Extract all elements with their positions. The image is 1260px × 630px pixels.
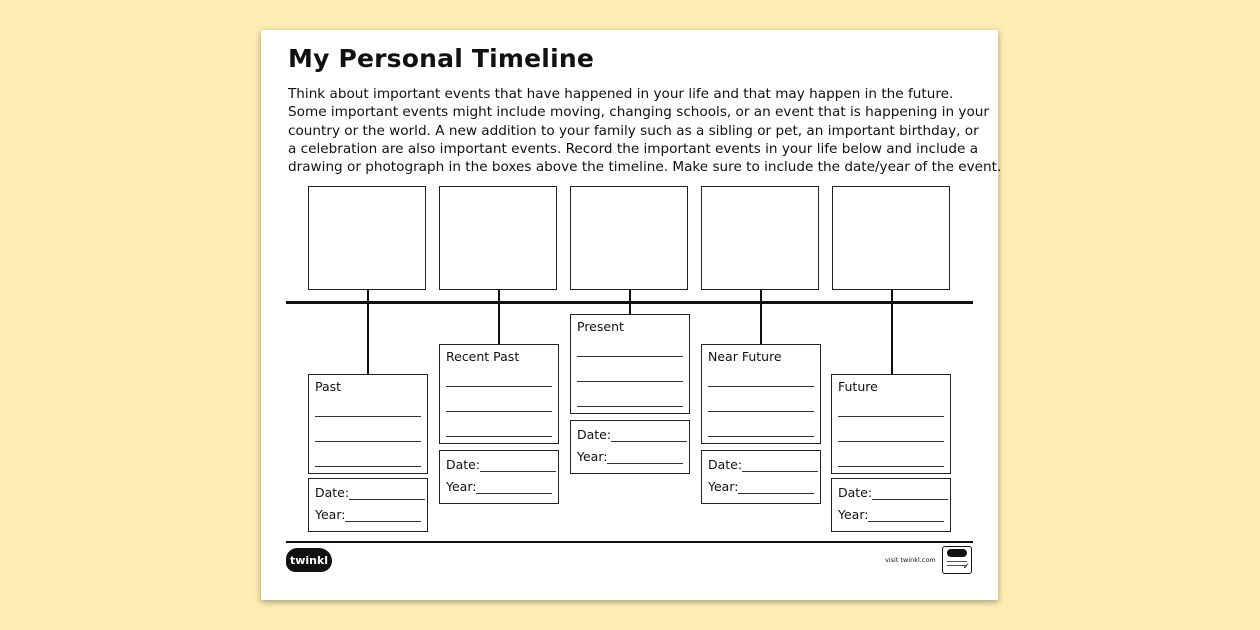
date-box-past <box>308 478 428 532</box>
visit-link[interactable]: visit twinkl.com <box>885 556 936 564</box>
page-title: My Personal Timeline <box>288 44 595 73</box>
write-line[interactable] <box>708 411 814 412</box>
event-box-near-future <box>701 344 821 444</box>
event-box-future <box>831 374 951 474</box>
date-label: Date: <box>838 485 873 500</box>
date-field[interactable] <box>577 427 687 442</box>
year-label: Year: <box>577 449 608 464</box>
intro-line: country or the world. A new addition to your family such as a sibling or pet, an important birthday, or <box>288 122 979 139</box>
date-box-present <box>570 420 690 474</box>
connector-line <box>891 304 893 374</box>
date-box-future <box>831 478 951 532</box>
event-label: Future <box>838 379 878 394</box>
date-label: Date: <box>315 485 350 500</box>
worksheet-page <box>261 30 1002 600</box>
intro-line: drawing or photograph in the boxes above the timeline. Make sure to include the date/year of the event. <box>288 159 1002 176</box>
date-field[interactable] <box>446 457 556 472</box>
write-line[interactable] <box>446 386 552 387</box>
picture-box-past[interactable] <box>308 186 426 290</box>
year-label: Year: <box>315 507 346 522</box>
badge-logo-icon <box>947 549 967 557</box>
event-label: Present <box>577 319 624 334</box>
event-box-recent-past <box>439 344 559 444</box>
date-box-recent-past <box>439 450 559 504</box>
write-line[interactable] <box>446 411 552 412</box>
intro-line: a celebration are also important events. Record the important events in your life below and include a <box>288 140 979 157</box>
year-field[interactable] <box>315 507 421 522</box>
connector-line <box>629 304 631 314</box>
date-field[interactable] <box>708 457 818 472</box>
year-field[interactable] <box>577 449 683 464</box>
write-line[interactable] <box>577 356 683 357</box>
intro-line: Think about important events that have happened in your life and that may happen in the future. <box>288 86 954 102</box>
event-label: Past <box>315 379 342 394</box>
date-box-near-future <box>701 450 821 504</box>
intro-paragraph <box>288 85 1002 176</box>
year-label: Year: <box>838 507 869 522</box>
connector-line <box>367 304 369 374</box>
write-line[interactable] <box>315 466 421 467</box>
write-line[interactable] <box>838 466 944 467</box>
date-label: Date: <box>708 457 743 472</box>
footer-divider <box>286 541 973 543</box>
twinkl-logo: twinkl <box>286 548 332 572</box>
write-line[interactable] <box>577 406 683 407</box>
write-line[interactable] <box>446 436 552 437</box>
year-field[interactable] <box>446 479 552 494</box>
write-line[interactable] <box>838 416 944 417</box>
picture-box-present[interactable] <box>570 186 688 290</box>
date-label: Date: <box>577 427 612 442</box>
write-line[interactable] <box>708 436 814 437</box>
year-field[interactable] <box>838 507 944 522</box>
quality-badge-icon <box>942 546 972 574</box>
picture-box-near-future[interactable] <box>701 186 819 290</box>
write-line[interactable] <box>315 416 421 417</box>
check-icon: ✓ <box>962 562 970 572</box>
connector-line <box>760 304 762 344</box>
year-label: Year: <box>446 479 477 494</box>
event-label: Recent Past <box>446 349 520 364</box>
date-label: Date: <box>446 457 481 472</box>
event-box-present <box>570 314 690 414</box>
date-field[interactable] <box>838 485 948 500</box>
picture-box-future[interactable] <box>832 186 950 290</box>
write-line[interactable] <box>838 441 944 442</box>
write-line[interactable] <box>315 441 421 442</box>
event-box-past <box>308 374 428 474</box>
connector-line <box>498 304 500 344</box>
date-field[interactable] <box>315 485 425 500</box>
write-line[interactable] <box>708 386 814 387</box>
intro-line: Some important events might include moving, changing schools, or an event that is happening in your <box>288 104 989 121</box>
year-field[interactable] <box>708 479 814 494</box>
write-line[interactable] <box>577 381 683 382</box>
picture-box-recent-past[interactable] <box>439 186 557 290</box>
year-label: Year: <box>708 479 739 494</box>
event-label: Near Future <box>708 349 782 364</box>
